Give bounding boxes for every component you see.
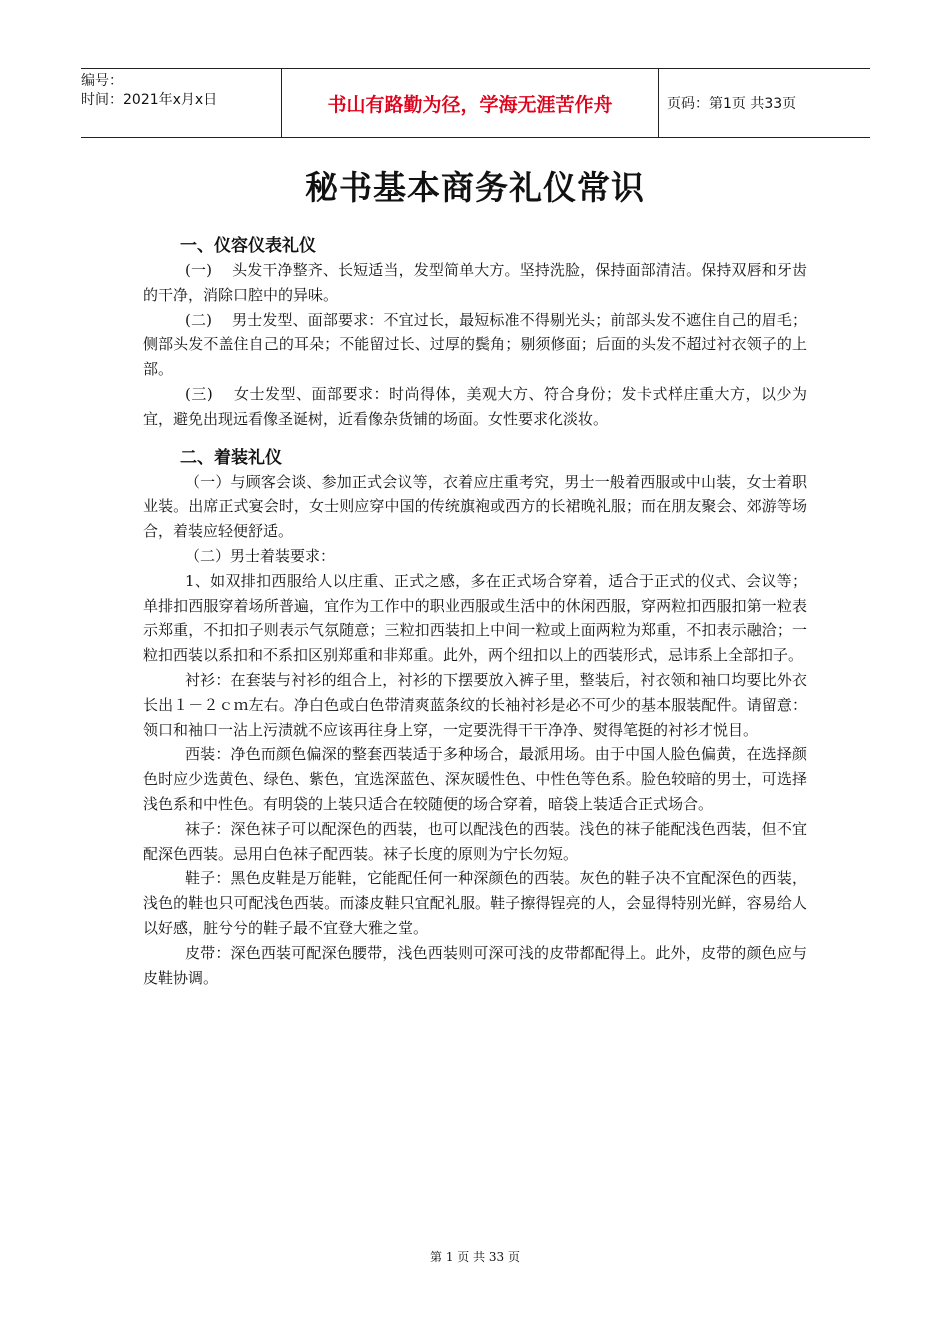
- paragraph: 鞋子：黑色皮鞋是万能鞋，它能配任何一种深颜色的西装。灰色的鞋子决不宜配深色的西装，浅色的鞋也只可配浅色西装。而漆皮鞋只宜配礼服。鞋子擦得锃亮的人，会显得特别光鲜，容易给人以好感，脏兮兮的鞋子最不宜登大雅之堂。: [143, 869, 807, 937]
- page-header: [81, 68, 870, 138]
- paragraph: 西装：净色而颜色偏深的整套西装适于多种场合，最派用场。由于中国人脸色偏黄，在选择颜色时应少选黄色、绿色、紫色，宜选深蓝色、深灰暖性色、中性色等色系。脸色较暗的男士，可选择浅色系和中性色。有明袋的上装只适合在较随便的场合穿着，暗袋上装适合正式场合。: [143, 745, 807, 813]
- section-heading: 一、仪容仪表礼仪: [180, 236, 316, 256]
- paragraph: (二) 男士发型、面部要求：不宜过长，最短标准不得剔光头；前部头发不遮住自己的眉毛；侧部头发不盖住自己的耳朵；不能留过长、过厚的鬓角；剔须修面；后面的头发不超过衬衣领子的上部。: [143, 310, 807, 379]
- page-footer: 第 1 页 共 33 页: [430, 1250, 520, 1264]
- header-page-info: 页码：第1页 共33页: [667, 96, 797, 112]
- paragraph: 皮带：深色西装可配深色腰带，浅色西装则可深可浅的皮带都配得上。此外，皮带的颜色应与皮鞋协调。: [143, 943, 807, 987]
- document-body: [143, 235, 807, 1005]
- paragraph: 袜子：深色袜子可以配深色的西装，也可以配浅色的西装。浅色的袜子能配浅色西装，但不宜配深色西装。忌用白色袜子配西装。袜子长度的原则为宁长勿短。: [143, 819, 807, 863]
- header-motto: 书山有路勤为径，学海无涯苦作舟: [281, 69, 659, 137]
- section-heading: 二、着装礼仪: [180, 447, 282, 468]
- paragraph: 衬衫：在套装与衬衫的组合上，衬衫的下摆要放入裤子里，整装后，衬衣领和袖口均要比外衣长出１－２ｃｍ左右。净白色或白色带清爽蓝条纹的长袖衬衫是必不可少的基本服装配件。请留意：领口和袖口一沾上污渍就不应该再往身上穿，一定要洗得干干净净、熨得笔挺的衬衫才悦目。: [143, 670, 807, 739]
- doc-time-label: 时间：2021年x月x日: [81, 92, 218, 108]
- section-dress: [143, 447, 807, 991]
- doc-number-label: 编号：: [81, 73, 123, 89]
- paragraph: 1、如双排扣西服给人以庄重、正式之感，多在正式场合穿着，适合于正式的仪式、会议等；单排扣西服穿着场所普遍，宜作为工作中的职业西服或生活中的休闲西服，穿两粒扣西服扣第一粒表示郑重，不扣扣子则表示气氛随意；三粒扣西装扣上中间一粒或上面两粒为郑重，不扣表示融洽；一粒扣西装以系扣和不系扣区别郑重和非郑重。此外，两个纽扣以上的西装形式，忌讳系上全部扣子。: [143, 571, 807, 665]
- document-title: 秘书基本商务礼仪常识: [305, 168, 645, 207]
- paragraph: （一）与顾客会谈、参加正式会议等，衣着应庄重考究，男士一般着西服或中山装，女士着职业装。出席正式宴会时，女士则应穿中国的传统旗袍或西方的长裙晚礼服；而在朋友聚会、郊游等场合，着装应轻便舒适。: [143, 472, 807, 541]
- paragraph: （二）男士着装要求：: [185, 546, 336, 565]
- paragraph: (三) 女士发型、面部要求：时尚得体，美观大方、符合身份；发卡式样庄重大方，以少为宜，避免出现远看像圣诞树，近看像杂货铺的场面。女性要求化淡妆。: [143, 384, 807, 428]
- header-meta: [81, 69, 281, 137]
- section-appearance: [143, 235, 807, 432]
- paragraph: (一) 头发干净整齐、长短适当，发型简单大方。坚持洗脸，保持面部清洁。保持双唇和牙齿的干净，消除口腔中的异味。: [143, 261, 807, 304]
